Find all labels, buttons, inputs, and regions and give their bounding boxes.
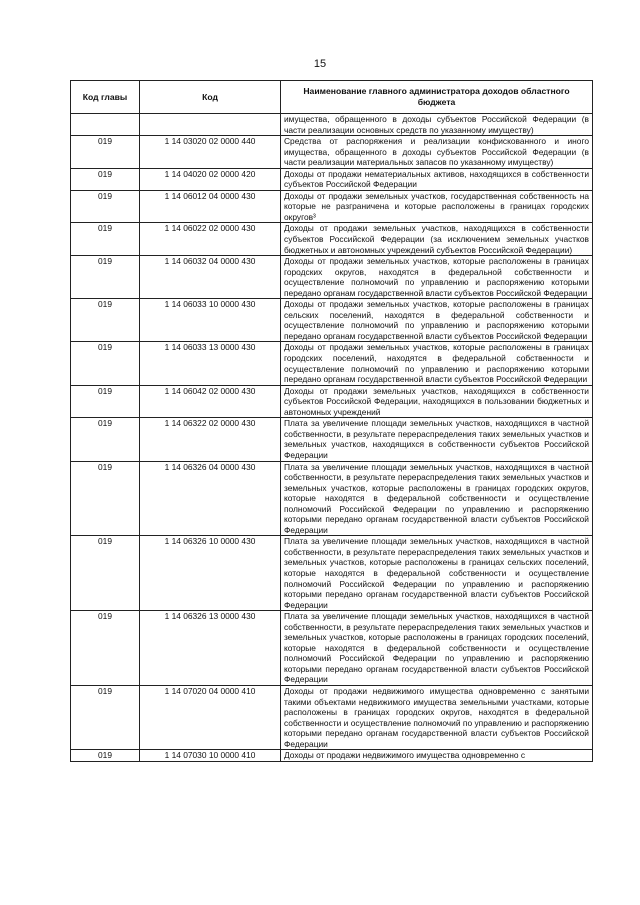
cell-description: Доходы от продажи недвижимого имущества одновременно с занятыми такими объектами недвижимого имущества земельными участками, которые расположены в границах городских округов, находятся в федеральной собственности и осуществление полномочий по управлению и распоряжению которыми передано органам государственной власти субъектов Российской Федерации (281, 685, 593, 749)
header-head-code: Код главы (71, 81, 140, 114)
table-row (71, 136, 593, 169)
cell-head-code: 019 (71, 685, 140, 749)
cell-code: 1 14 06033 10 0000 430 (140, 299, 281, 342)
cell-description: Доходы от продажи нематериальных активов, находящихся в собственности субъектов Российской Федерации (281, 168, 593, 190)
cell-head-code: 019 (71, 750, 140, 762)
cell-head-code: 019 (71, 461, 140, 536)
cell-code: 1 14 06326 13 0000 430 (140, 611, 281, 686)
cell-description: Доходы от продажи земельных участков, которые расположены в границах городских поселений, находятся в федеральной собственности и осуществление полномочий по управлению и распоряжению которыми передано органам государственной власти субъектов Российской Федерации (281, 342, 593, 385)
table-row (71, 750, 593, 762)
cell-code: 1 14 06012 04 0000 430 (140, 190, 281, 223)
cell-code: 1 14 06033 13 0000 430 (140, 342, 281, 385)
table-row (71, 190, 593, 223)
table-row (71, 342, 593, 385)
table-row (71, 536, 593, 611)
table-row (71, 299, 593, 342)
cell-head-code: 019 (71, 136, 140, 169)
cell-code: 1 14 06022 02 0000 430 (140, 223, 281, 256)
cell-code: 1 14 04020 02 0000 420 (140, 168, 281, 190)
table-row (71, 418, 593, 461)
cell-head-code: 019 (71, 256, 140, 299)
cell-description: Доходы от продажи земельных участков, которые расположены в границах городских округов, находятся в федеральной собственности и осуществление полномочий по управлению и распоряжению которыми передано органам государственной власти субъектов Российской Федерации (281, 256, 593, 299)
header-name: Наименование главного администратора доходов областного бюджета (281, 81, 593, 114)
cell-head-code: 019 (71, 611, 140, 686)
cell-code: 1 14 07020 04 0000 410 (140, 685, 281, 749)
cell-description: Плата за увеличение площади земельных участков, находящихся в частной собственности, в результате перераспределения таких земельных участков и земельных участков, которые расположены в границах городских округов, которые находятся в федеральной собственности и осуществление полномочий Российской Федерации по управлению и распоряжению которыми передано органам государственной власти субъектов Российской Федерации (281, 461, 593, 536)
table-row (71, 685, 593, 749)
cell-code: 1 14 07030 10 0000 410 (140, 750, 281, 762)
table-row (71, 461, 593, 536)
cell-description: Доходы от продажи земельных участков, находящихся в собственности субъектов Российской Федерации, находящихся в пользовании бюджетных и автономных учреждений (281, 385, 593, 418)
cell-description: Доходы от продажи недвижимого имущества одновременно с (281, 750, 593, 762)
revenue-codes-table (70, 80, 593, 762)
page-number: 15 (313, 58, 327, 70)
cell-description: Плата за увеличение площади земельных участков, находящихся в частной собственности, в результате перераспределения таких земельных участков и земельных участков, которые расположены в границах сельских поселений, которые находятся в федеральной собственности и осуществление полномочий Российской Федерации по управлению и распоряжению которыми передано органам государственной власти субъектов Российской Федерации (281, 536, 593, 611)
cell-code (140, 114, 281, 136)
table-row (71, 256, 593, 299)
cell-code: 1 14 06326 04 0000 430 (140, 461, 281, 536)
table-header-row (71, 81, 593, 114)
cell-code: 1 14 03020 02 0000 440 (140, 136, 281, 169)
cell-head-code: 019 (71, 342, 140, 385)
cell-description: имущества, обращенного в доходы субъектов Российской Федерации (в части реализации основных средств по указанному имуществу) (281, 114, 593, 136)
cell-head-code (71, 114, 140, 136)
cell-head-code: 019 (71, 385, 140, 418)
cell-description: Доходы от продажи земельных участков, находящихся в собственности субъектов Российской Федерации (за исключением земельных участков бюджетных и автономных учреждений субъектов Российской Федерации) (281, 223, 593, 256)
table-row (71, 385, 593, 418)
table-row (71, 223, 593, 256)
cell-head-code: 019 (71, 299, 140, 342)
cell-description: Плата за увеличение площади земельных участков, находящихся в частной собственности, в результате перераспределения таких земельных участков и земельных участков, которые расположены в границах городских поселений, которые находятся в федеральной собственности и осуществление полномочий Российской Федерации по управлению и распоряжению которыми передано органам государственной власти субъектов Российской Федерации (281, 611, 593, 686)
table-row (71, 611, 593, 686)
cell-description: Средства от распоряжения и реализации конфискованного и иного имущества, обращенного в доходы субъектов Российской Федерации (в части реализации материальных запасов по указанному имуществу) (281, 136, 593, 169)
cell-head-code: 019 (71, 168, 140, 190)
cell-code: 1 14 06032 04 0000 430 (140, 256, 281, 299)
table-row (71, 168, 593, 190)
cell-description: Доходы от продажи земельных участков, которые расположены в границах сельских поселений, находятся в федеральной собственности и осуществление полномочий по управлению и распоряжению которыми передано органам государственной власти субъектов Российской Федерации (281, 299, 593, 342)
cell-description: Плата за увеличение площади земельных участков, находящихся в частной собственности, в результате перераспределения таких земельных участков и земельных участков, находящихся в собственности субъектов Российской Федерации (281, 418, 593, 461)
cell-head-code: 019 (71, 536, 140, 611)
cell-head-code: 019 (71, 223, 140, 256)
header-code: Код (140, 81, 281, 114)
cell-code: 1 14 06326 10 0000 430 (140, 536, 281, 611)
cell-code: 1 14 06322 02 0000 430 (140, 418, 281, 461)
table-row-continuation (71, 114, 593, 136)
cell-description: Доходы от продажи земельных участков, государственная собственность на которые не разграничена и которые расположены в границах городских округов³ (281, 190, 593, 223)
cell-head-code: 019 (71, 190, 140, 223)
cell-code: 1 14 06042 02 0000 430 (140, 385, 281, 418)
cell-head-code: 019 (71, 418, 140, 461)
